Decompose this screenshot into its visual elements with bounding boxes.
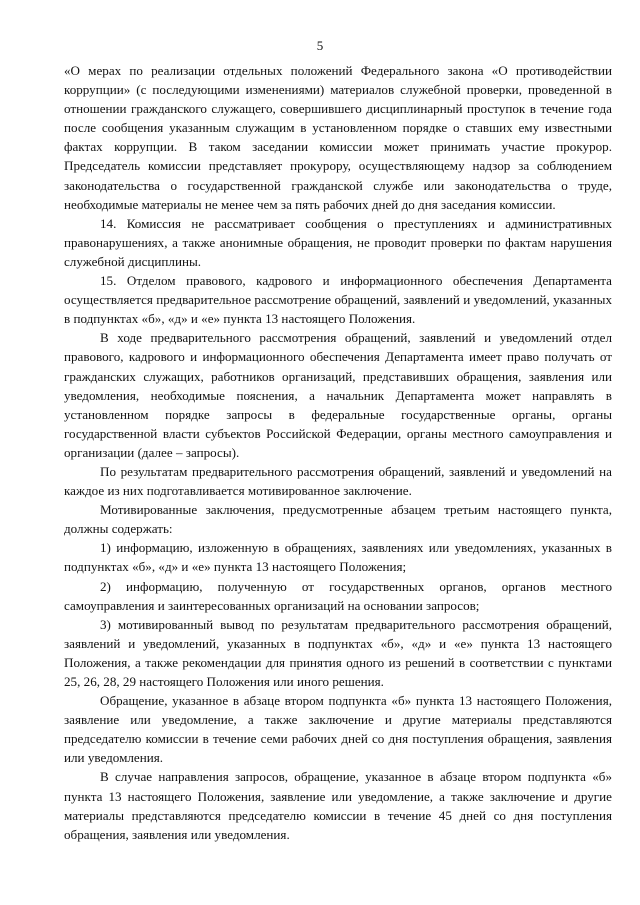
paragraph-item-15: 15. Отделом правового, кадрового и информационного обеспечения Департамента осуществляется предварительное рассмотрение обращений, заявлений и уведомлений, указанных в подпунктах «б», «д» и «е» пункта 13 настоящего Положения. bbox=[64, 273, 612, 327]
paragraph-seven-days: Обращение, указанное в абзаце втором подпункта «б» пункта 13 настоящего Положения, заявление или уведомление, а также заключение и другие материалы представляются председателю комиссии в течение семи рабочих дней со дня поступления обращения, заявления или уведомления. bbox=[64, 693, 612, 766]
list-item-3: 3) мотивированный вывод по результатам предварительного рассмотрения обращений, заявлений и уведомлений, указанных в подпунктах «б», «д» и «е» пункта 13 настоящего Положения, а также рекомендации для принятия одного из решений в соответствии с пунктами 25, 26, 28, 29 настоящего Положения или иного решения. bbox=[64, 616, 612, 689]
document-body bbox=[64, 61, 612, 844]
list-item-1: 1) информацию, изложенную в обращениях, заявлениях или уведомлениях, указанных в подпунктах «б», «д» и «е» пункта 13 настоящего Положения; bbox=[64, 540, 612, 575]
paragraph-45-days: В случае направления запросов, обращение, указанное в абзаце втором подпункта «б» пункта 13 настоящего Положения, заявление или уведомление, а также заключение и другие материалы представляются председателю комиссии в течение 45 дней со дня поступления обращения, заявления или уведомления. bbox=[64, 769, 612, 842]
paragraph-preliminary-review: В ходе предварительного рассмотрения обращений, заявлений и уведомлений отдел правового, кадрового и информационного обеспечения Департамента имеет право получать от гражданских служащих, работников организаций, представивших обращения, заявления или уведомления, необходимые пояснения, а начальник Департамента может направлять в установленном порядке запросы в федеральные государственные органы, органы государственной власти субъектов Российской Федерации, органы местного самоуправления и организации (далее – запросы). bbox=[64, 330, 612, 460]
list-item-2: 2) информацию, полученную от государственных органов, органов местного самоуправления и заинтересованных организаций на основании запросов; bbox=[64, 578, 612, 613]
page-number: 5 bbox=[316, 38, 324, 53]
paragraph-review-results: По результатам предварительного рассмотрения обращений, заявлений и уведомлений на каждое из них подготавливается мотивированное заключение. bbox=[64, 463, 612, 499]
paragraph-item-14: 14. Комиссия не рассматривает сообщения о преступлениях и административных правонарушениях, а также анонимные обращения, не проводит проверки по фактам нарушения служебной дисциплины. bbox=[64, 215, 612, 269]
paragraph-conclusion-content: Мотивированные заключения, предусмотренные абзацем третьим настоящего пункта, должны содержать: bbox=[64, 502, 612, 537]
paragraph-continuation: «О мерах по реализации отдельных положений Федерального закона «О противодействии коррупции» (с последующими изменениями) материалов служебной проверки, проведенной в отношении гражданского служащего, совершившего дисциплинарный проступок в течение года после сообщения указанным служащим в установленном порядке о ставших ему известными фактах коррупции. В таком заседании комиссии может принимать участие прокурор. Председатель комиссии представляет прокурору, осуществляющему надзор за соблюдением законодательства о государственной гражданской службе или законодательства о труде, необходимые материалы не менее чем за пять рабочих дней до дня заседания комиссии. bbox=[64, 63, 612, 212]
